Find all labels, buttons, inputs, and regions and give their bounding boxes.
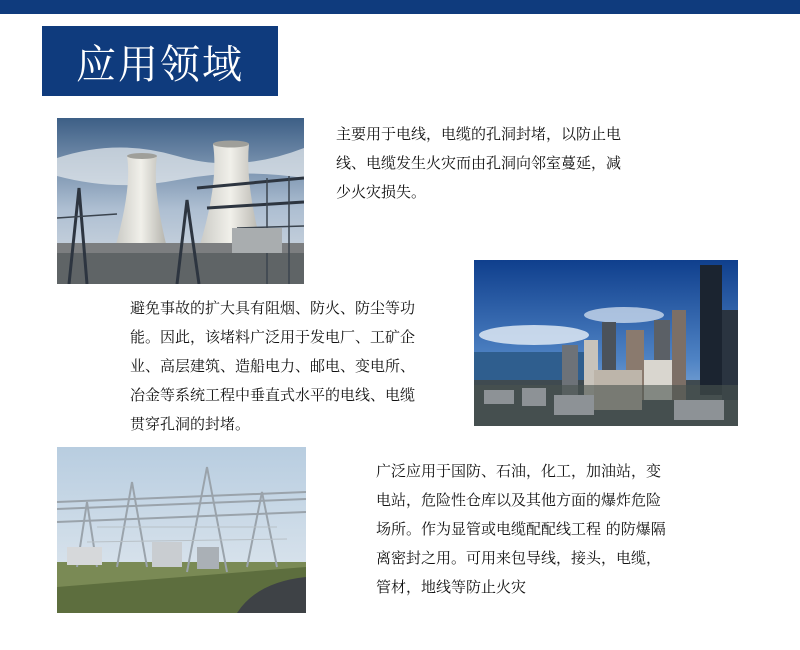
cooling-towers-photo (57, 118, 304, 284)
section-title: 应用领域 (42, 26, 278, 96)
substation-photo (57, 447, 306, 613)
application-text-3: 广泛应用于国防、石油，化工，加油站，变 电站，危险性仓库以及其他方面的爆炸危险 场所。作为显管或电缆配配线工程 的防爆隔 离密封之用。可用来包导线，接头，电缆， 管材，地线等防止火灾 (376, 462, 666, 596)
top-accent-bar (0, 0, 800, 14)
application-text-1: 主要用于电线，电缆的孔洞封堵，以防止电 线、电缆发生火灾而由孔洞向邻室蔓延，减 少火灾损失。 (336, 125, 622, 201)
application-text-2: 避免事故的扩大具有阻烟、防火、防尘等功 能。因此，该堵料广泛用于发电厂、工矿企 业、高层建筑、造船电力、邮电、变电所、 冶金等系统工程中垂直式水平的电线、电缆 贯穿孔洞的封堵。 (130, 299, 416, 433)
city-skyline-photo (474, 260, 738, 426)
